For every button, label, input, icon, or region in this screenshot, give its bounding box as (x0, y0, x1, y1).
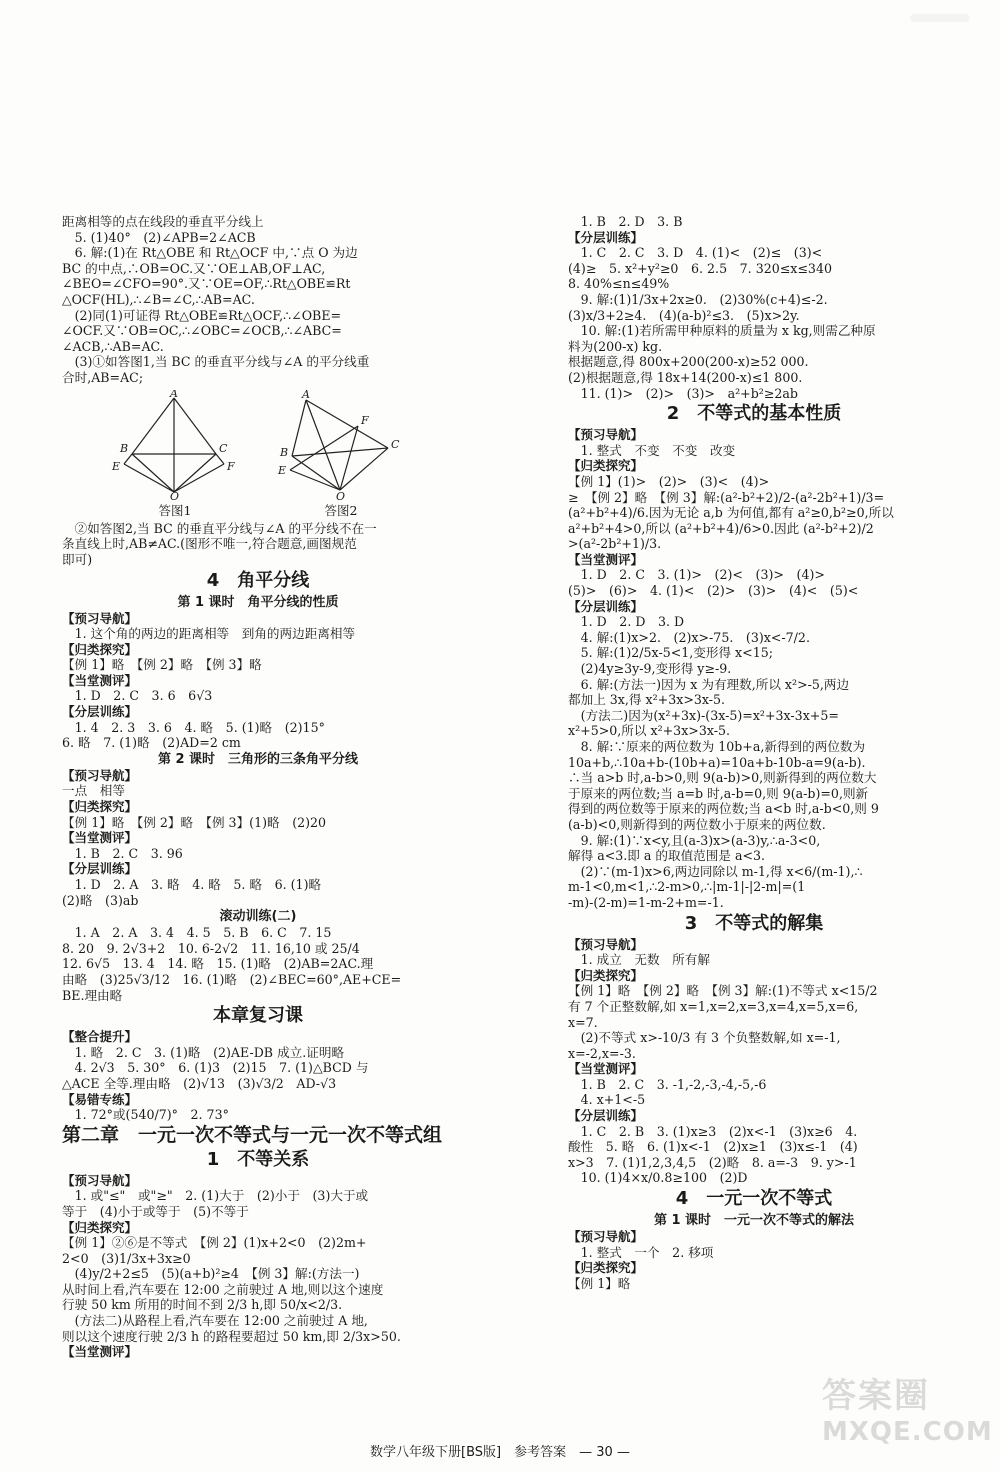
fig2-label-a: A (302, 389, 310, 401)
page-footer: 数学八年级下册[BS版] 参考答案 — 30 — (370, 1445, 630, 1460)
answer-line: (a²+b²+4)/6.因为无论 a,b 为何值,都有 a²≥0,b²≥0,所以 (568, 505, 894, 521)
answer-line: 10. 解:(1)若所需甲种原料的质量为 x kg,则需乙种原 (568, 323, 876, 339)
answer-line: (4)y/2+2≤5 (5)(a+b)²≥4 【例 3】解:(方法一) (62, 1266, 360, 1282)
answer-line: ②如答图2,当 BC 的垂直平分线与∠A 的平分线不在一 (62, 520, 377, 536)
answer-line: △ACE 全等.理由略 (2)√13 (3)√3/2 AD-√3 (62, 1075, 337, 1091)
section-title: 4 角平分线 (206, 569, 310, 591)
block-heading: 【预习导航】 (568, 936, 644, 952)
answer-line: 1. C 2. C 3. D 4. (1)< (2)≤ (3)< (568, 245, 823, 261)
subsection-title: 滚动训练(二) (219, 909, 297, 925)
answer-line: 6. 解:(1)在 Rt△OBE 和 Rt△OCF 中,∵点 O 为边 (62, 245, 358, 261)
answer-line: 即可) (62, 551, 93, 567)
answer-line: 有 7 个正整数解,如 x=1,x=2,x=3,x=4,x=5,x=6, (568, 998, 859, 1014)
answer-line: 【例 1】②⑥是不等式 【例 2】(1)x+2<0 (2)2m+ (62, 1235, 367, 1251)
answer-line: 由略 (3)25√3/12 16. (1)略 (2)∠BEC=60°,AE+CE= (62, 971, 402, 987)
answer-line: a²+b²+4>0,所以 (a²+b²+4)/6>0.因此 (a²-b²+2)/2 (568, 520, 874, 536)
answer-line: 6. 略 7. (1)略 (2)AD=2 cm (62, 735, 241, 751)
answer-line: 10a+b,∴10a+b-(10b+a)=10a+b-10b-a=9(a-b). (568, 754, 866, 770)
answer-line: 4. 解:(1)x>2. (2)x>-75. (3)x<-7/2. (568, 629, 810, 645)
answer-line: (2)略 (3)ab (62, 892, 139, 908)
answer-line: 2<0 (3)1/3x+3x≥0 (62, 1250, 191, 1266)
answer-line: 料为(200-x) kg. (568, 338, 663, 354)
answer-line: x²+5>0,所以 x²+3x>3x-5. (568, 723, 731, 739)
answer-line: 【例 1】略 【例 2】略 【例 3】略 (62, 657, 262, 673)
answer-line: 1. 整式 一个 2. 移项 (568, 1244, 714, 1260)
answer-line: 【例 1】略 (568, 1275, 631, 1291)
block-heading: 【归类探究】 (568, 1260, 644, 1276)
answer-line: 1. D 2. A 3. 略 4. 略 5. 略 6. (1)略 (62, 877, 322, 892)
block-heading: 【整合提升】 (62, 1029, 138, 1045)
answer-line: (4)≥ 5. x²+y²≥0 6. 2.5 7. 320≤x≤340 (568, 260, 832, 276)
fig1-label-c: C (219, 441, 228, 455)
block-heading: 【当堂测评】 (568, 1061, 644, 1077)
block-heading: 【归类探究】 (568, 967, 644, 983)
answer-line: 5. (1)40° (2)∠APB=2∠ACB (62, 229, 256, 245)
block-heading: 【预习导航】 (62, 1172, 138, 1188)
block-heading: 【归类探究】 (568, 458, 644, 474)
answer-line: x=7. (568, 1014, 598, 1030)
fig1-label-e: E (112, 459, 121, 473)
answer-line: 4. x+1<-5 (568, 1092, 646, 1108)
answer-line: ∠OCF.又∵OB=OC,∴∠OBC=∠OCB,∴∠ABC= (62, 323, 342, 339)
answer-line: 4. 2√3 5. 30° 6. (1)3 (2)15 7. (1)△BCD 与 (62, 1060, 369, 1076)
block-heading: 【预习导航】 (568, 1229, 644, 1245)
answer-line: 一点 相等 (62, 783, 125, 799)
answer-line: 9. 解:(1)∵x<y,且(a-3)x>(a-3)y,∴a-3<0, (568, 832, 821, 848)
answer-line: 从时间上看,汽车要在 12:00 之前驶过 A 地,则以这个速度 (62, 1281, 384, 1297)
answer-line: 1. 这个角的两边的距离相等 到角的两边距离相等 (62, 626, 356, 642)
answer-line: 酸性 5. 略 6. (1)x<-1 (2)x≥1 (3)x≤-1 (4) (568, 1139, 858, 1155)
answer-line: 合时,AB=AC; (62, 369, 144, 385)
answer-line: 距离相等的点在线段的垂直平分线上 (62, 214, 264, 229)
answer-line: ∠ACB,∴AB=AC. (62, 338, 164, 354)
fig1-label-f: F (227, 459, 235, 473)
answer-line: (2)∵(m-1)x>6,两边同除以 m-1,得 x<6/(m-1),∴ (568, 863, 863, 879)
block-heading: 【当堂测评】 (62, 672, 138, 688)
answer-line: (3)x/3+2≥4. (4)(a-b)²≤3. (5)x>2y. (568, 307, 800, 323)
answer-line: >(a²-2b²+1)/3. (568, 536, 662, 552)
fig2-label-f: F (361, 413, 369, 427)
answer-line: 10. (1)4×x/0.8≥100 (2)D (568, 1170, 748, 1186)
answer-line: 9. 解:(1)1/3x+2x≥0. (2)30%(c+4)≤-2. (568, 291, 828, 307)
block-heading: 【分层训练】 (568, 229, 644, 245)
answer-line: 8. 解:∵原来的两位数为 10b+a,新得到的两位数为 (568, 739, 866, 754)
left-column (62, 214, 454, 1360)
figure-1 (110, 390, 240, 519)
answer-line: (2)同(1)可证得 Rt△OBE≌Rt△OCF,∴∠OBE= (62, 307, 342, 323)
subsection-title: 第 2 课时 三角形的三条角平分线 (157, 751, 359, 767)
answer-line: BC 的中点,∴OB=OC.又∵OE⊥AB,OF⊥AC, (62, 260, 326, 276)
answer-line: BE.理由略 (62, 987, 123, 1003)
answer-line: 条直线上时,AB≠AC.(图形不唯一,符合题意,画图规范 (62, 536, 357, 552)
fig2-label-e: E (278, 463, 287, 477)
block-heading: 【当堂测评】 (62, 830, 138, 846)
figure-1-diagram (110, 390, 240, 500)
figure-1-caption: 答图1 (158, 503, 192, 519)
answer-line: -m)-(2-m)=1-m-2+m=-1. (568, 894, 724, 910)
answer-line: ∠BEO=∠CFO=90°.又∵OE=OF,∴Rt△OBE≌Rt (62, 276, 351, 292)
answer-line: 11. (1)> (2)> (3)> a²+b²≥2ab (568, 385, 798, 401)
block-heading: 【当堂测评】 (568, 551, 644, 567)
fig2-label-c: C (391, 437, 400, 451)
answer-line: 行驶 50 km 所用的时间不到 2/3 h,即 50/x<2/3. (62, 1297, 343, 1313)
answer-line: ∴当 a>b 时,a-b>0,则 9(a-b)>0,则新得到的两位数大 (568, 770, 877, 786)
answer-line: 1. 或"≤" 或"≥" 2. (1)大于 (2)小于 (3)大于或 (62, 1188, 369, 1204)
answer-line: 8. 20 9. 2√3+2 10. 6-2√2 11. 16,10 或 25/4 (62, 940, 360, 956)
answer-line: 1. B 2. C 3. 96 (62, 845, 183, 861)
answer-line: (5)> (6)> 4. (1)< (2)> (3)> (4)< (5)< (568, 583, 859, 599)
block-heading: 【当堂测评】 (62, 1344, 138, 1360)
block-heading: 【分层训练】 (568, 1108, 644, 1124)
fig1-label-b: B (120, 441, 129, 455)
answer-line: 5. 解:(1)2/5x-5<1,变形得 x<15; (568, 645, 773, 661)
answer-line: 得到的两位数等于原来的两位数;当 a<b 时,a-b<0,则 9 (568, 801, 879, 817)
fig2-label-b: B (280, 445, 289, 459)
watermark-url: MXQE.COM (822, 1417, 993, 1447)
answer-line: (3)①如答图1,当 BC 的垂直平分线与∠A 的平分线重 (62, 354, 370, 370)
answer-line: 【例 1】(1)> (2)> (3)< (4)> (568, 473, 770, 489)
answer-line: 1. 72°或(540/7)° 2. 73° (62, 1107, 229, 1123)
answer-line: 1. B 2. C 3. -1,-2,-3,-4,-5,-6 (568, 1076, 767, 1092)
corner-smudge (910, 14, 970, 22)
answer-line: m-1<0,m<1,∴2-m>0,∴|m-1|-|2-m|=(1 (568, 879, 806, 895)
figure-2 (276, 390, 406, 519)
block-heading: 【预习导航】 (568, 427, 644, 443)
answer-line: (方法二)因为(x²+3x)-(3x-5)=x²+3x-3x+5= (568, 707, 839, 723)
answer-line: (2)根据题意,得 18x+14(200-x)≤1 800. (568, 369, 803, 385)
section-title: 本章复习课 (213, 1005, 303, 1027)
answer-line: 【例 1】略 【例 2】略 【例 3】(1)略 (2)20 (62, 814, 327, 830)
watermark-title: 答案圈 (822, 1376, 930, 1416)
answer-line: 都加上 3x,得 x²+3x>3x-5. (568, 692, 726, 708)
answer-line: (2)4y≥3y-9,变形得 y≥-9. (568, 661, 732, 677)
block-heading: 【分层训练】 (568, 598, 644, 614)
answer-line: △OCF(HL),∴∠B=∠C,∴AB=AC. (62, 291, 255, 307)
answer-line: 1. 略 2. C 3. (1)略 (2)AE-DB 成立.证明略 (62, 1044, 345, 1060)
figure-row (62, 390, 454, 519)
answer-line: 解得 a<3.即 a 的取值范围是 a<3. (568, 848, 766, 864)
answer-line: 1. 4 2. 3 3. 6 4. 略 5. (1)略 (2)15° (62, 719, 325, 735)
answer-line: 等于 (4)小于或等于 (5)不等于 (62, 1203, 249, 1219)
answer-line: (2)不等式 x>-10/3 有 3 个负整数解,如 x=-1, (568, 1030, 841, 1046)
answer-line: (方法二)从路程上看,汽车要在 12:00 之前驶过 A 地, (62, 1313, 368, 1329)
answer-line: 1. 整式 不变 不变 改变 (568, 442, 736, 458)
answer-line: 12. 6√5 13. 4 14. 略 15. (1)略 (2)AB=2AC.理 (62, 956, 374, 972)
block-heading: 【预习导航】 (62, 767, 138, 783)
answer-line: 【例 1】略 【例 2】略 【例 3】解:(1)不等式 x<15/2 (568, 983, 878, 999)
answer-line: 6. 解:(方法一)因为 x 为有理数,所以 x²>-5,两边 (568, 676, 850, 692)
fig1-label-o: O (170, 489, 180, 500)
answer-line: 1. C 2. B 3. (1)x≥3 (2)x<-1 (3)x≥6 4. (568, 1123, 858, 1139)
watermark (822, 1368, 992, 1464)
subsection-title: 第 1 课时 一元一次不等式的解法 (653, 1213, 855, 1229)
answer-line: 于原来的两位数;当 a=b 时,a-b=0,则 9(a-b)=0,则新 (568, 785, 869, 801)
answer-line: 则以这个速度行驶 2/3 h 的路程要超过 50 km,即 2/3x>50. (62, 1328, 401, 1344)
answer-line: 1. D 2. D 3. D (568, 614, 685, 630)
answer-line: 1. D 2. C 3. (1)> (2)< (3)> (4)> (568, 567, 825, 583)
answer-line: 根据题意,得 800x+200(200-x)≥52 000. (568, 354, 809, 370)
block-heading: 【分层训练】 (62, 704, 138, 720)
section-title: 3 不等式的解集 (684, 912, 824, 934)
answer-line: 1. A 2. A 3. 4 4. 5 5. B 6. C 7. 15 (62, 925, 332, 941)
block-heading: 【归类探究】 (62, 799, 138, 815)
section-title: 1 不等关系 (206, 1148, 310, 1170)
right-column (568, 214, 940, 1291)
block-heading: 【归类探究】 (62, 1219, 138, 1235)
block-heading: 【分层训练】 (62, 861, 138, 877)
answer-line: 1. 成立 无数 所有解 (568, 952, 710, 968)
figure-2-caption: 答图2 (324, 503, 358, 519)
answer-line: x>3 7. (1)1,2,3,4,5 (2)略 8. a=-3 9. y>-1 (568, 1154, 857, 1170)
answer-line: 1. D 2. C 3. 6 6√3 (62, 688, 213, 704)
answer-line: ≥ 【例 2】略 【例 3】解:(a²-b²+2)/2-(a²-2b²+1)/3= (568, 489, 885, 505)
fig1-label-a: A (170, 389, 178, 400)
section-title: 4 一元一次不等式 (675, 1188, 833, 1210)
section-title: 2 不等式的基本性质 (666, 403, 842, 425)
block-heading: 【归类探究】 (62, 641, 138, 657)
answer-line: 8. 40%≤n≤49% (568, 276, 670, 292)
answer-line: 1. B 2. D 3. B (568, 214, 683, 229)
fig2-label-o: O (336, 489, 346, 500)
chapter-title: 第二章 一元一次不等式与一元一次不等式组 (62, 1123, 443, 1146)
subsection-title: 第 1 课时 角平分线的性质 (177, 594, 339, 610)
block-heading: 【预习导航】 (62, 610, 138, 626)
answer-line: (a-b)<0,则新得到的两位数小于原来的两位数. (568, 816, 826, 832)
answer-line: x=-2,x=-3. (568, 1045, 636, 1061)
figure-2-diagram (276, 390, 406, 500)
block-heading: 【易错专练】 (62, 1091, 138, 1107)
